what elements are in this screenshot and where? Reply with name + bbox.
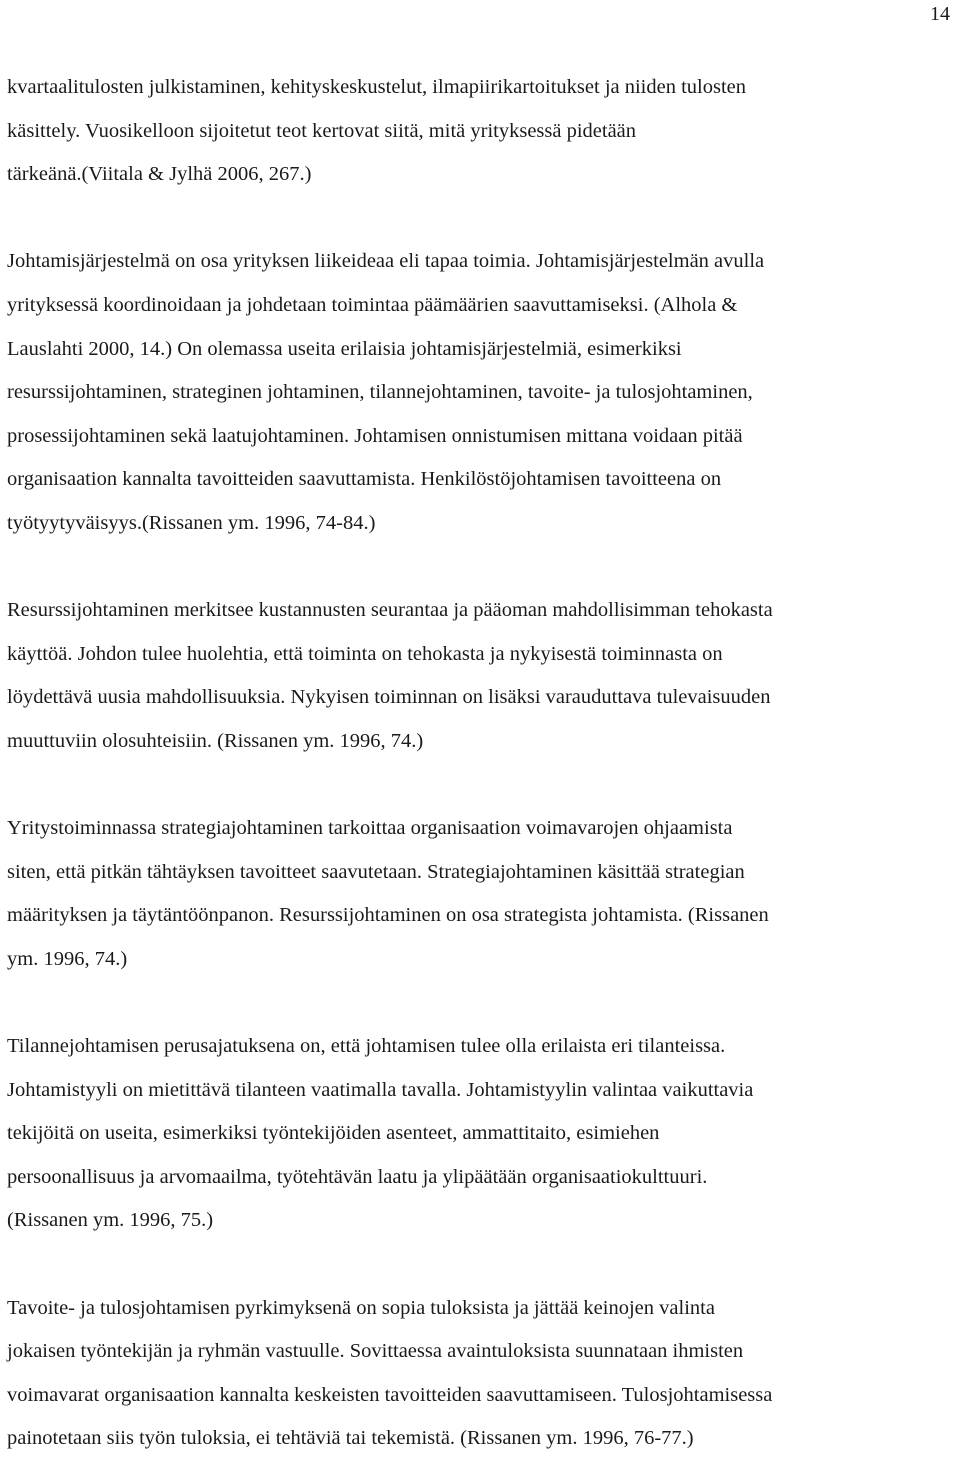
- text-line: (Rissanen ym. 1996, 75.): [7, 1209, 214, 1232]
- text-line: organisaation kannalta tavoitteiden saavuttamista. Henkilöstöjohtamisen tavoitteena on: [7, 468, 722, 491]
- paragraph-gap: [7, 1243, 953, 1287]
- paragraph: [7, 807, 953, 981]
- text-line: prosessijohtaminen sekä laatujohtaminen. Johtamisen onnistumisen mittana voidaan pitää: [7, 424, 743, 447]
- paragraph-gap: [7, 546, 953, 590]
- text-line: Lauslahti 2000, 14.) On olemassa useita erilaisia johtamisjärjestelmiä, esimerkiksi: [7, 337, 682, 360]
- text-line: voimavarat organisaation kannalta keskeisten tavoitteiden saavuttamiseen. Tulosjohtamisessa: [7, 1383, 773, 1406]
- text-line: kvartaalitulosten julkistaminen, kehityskeskustelut, ilmapiirikartoitukset ja niiden tulosten: [7, 76, 747, 98]
- text-line: tekijöitä on useita, esimerkiksi työntekijöiden asenteet, ammattitaito, esimiehen: [7, 1122, 660, 1145]
- text-line: Johtamistyyli on mietittävä tilanteen vaatimalla tavalla. Johtamistyylin valintaa vaikuttavia: [7, 1078, 754, 1101]
- text-line: ym. 1996, 74.): [7, 947, 128, 970]
- text-line: yrityksessä koordinoidaan ja johdetaan toimintaa päämäärien saavuttamiseksi. (Alhola &: [7, 293, 738, 316]
- text-line: käsittely. Vuosikelloon sijoitetut teot kertovat siitä, mitä yrityksessä pidetään: [7, 119, 637, 142]
- text-line: käyttöä. Johdon tulee huolehtia, että toiminta on tehokasta ja nykyisestä toiminnasta on: [7, 642, 723, 665]
- text-line: määrityksen ja täytäntöönpanon. Resurssijohtaminen on osa strategista johtamista. (Rissanen: [7, 904, 769, 927]
- paragraph-gap: [7, 197, 953, 241]
- paragraph: [7, 66, 953, 197]
- text-line: Tavoite- ja tulosjohtamisen pyrkimyksenä on sopia tuloksista ja jättää keinojen valinta: [7, 1296, 715, 1319]
- page-number: 14: [930, 3, 950, 25]
- text-line: Resurssijohtaminen merkitsee kustannusten seurantaa ja pääoman mahdollisimman tehokasta: [7, 599, 773, 622]
- text-line: tärkeänä.(Viitala & Jylhä 2006, 267.): [7, 163, 312, 186]
- text-line: persoonallisuus ja arvomaailma, työtehtävän laatu ja ylipäätään organisaatiokulttuuri.: [7, 1165, 708, 1188]
- paragraph: [7, 240, 953, 545]
- text-line: muuttuviin olosuhteisiin. (Rissanen ym. 1996, 74.): [7, 729, 424, 752]
- paragraph: [7, 589, 953, 763]
- text-line: siten, että pitkän tähtäyksen tavoitteet saavutetaan. Strategiajohtaminen käsittää strategian: [7, 860, 745, 883]
- paragraph: [7, 1287, 953, 1461]
- text-line: jokaisen työntekijän ja ryhmän vastuulle. Sovittaessa avaintuloksista suunnataan ihmisten: [7, 1340, 744, 1363]
- paragraph: [7, 1025, 953, 1243]
- text-line: Johtamisjärjestelmä on osa yrityksen liikeideaa eli tapaa toimia. Johtamisjärjestelmän avulla: [7, 250, 765, 273]
- paragraph-gap: [7, 764, 953, 808]
- document-body: [7, 66, 953, 1461]
- text-line: painotetaan siis työn tuloksia, ei tehtäviä tai tekemistä. (Rissanen ym. 1996, 76-77.): [7, 1427, 694, 1450]
- text-line: työtyytyväisyys.(Rissanen ym. 1996, 74-84.): [7, 511, 376, 534]
- text-line: Yritystoiminnassa strategiajohtaminen tarkoittaa organisaation voimavarojen ohjaamista: [7, 817, 733, 840]
- text-line: löydettävä uusia mahdollisuuksia. Nykyisen toiminnan on lisäksi varauduttava tulevaisuuden: [7, 686, 771, 709]
- text-line: resurssijohtaminen, strateginen johtaminen, tilannejohtaminen, tavoite- ja tulosjohtaminen,: [7, 381, 753, 404]
- paragraph-gap: [7, 981, 953, 1025]
- text-line: Tilannejohtamisen perusajatuksena on, että johtamisen tulee olla erilaista eri tilanteissa.: [7, 1035, 726, 1058]
